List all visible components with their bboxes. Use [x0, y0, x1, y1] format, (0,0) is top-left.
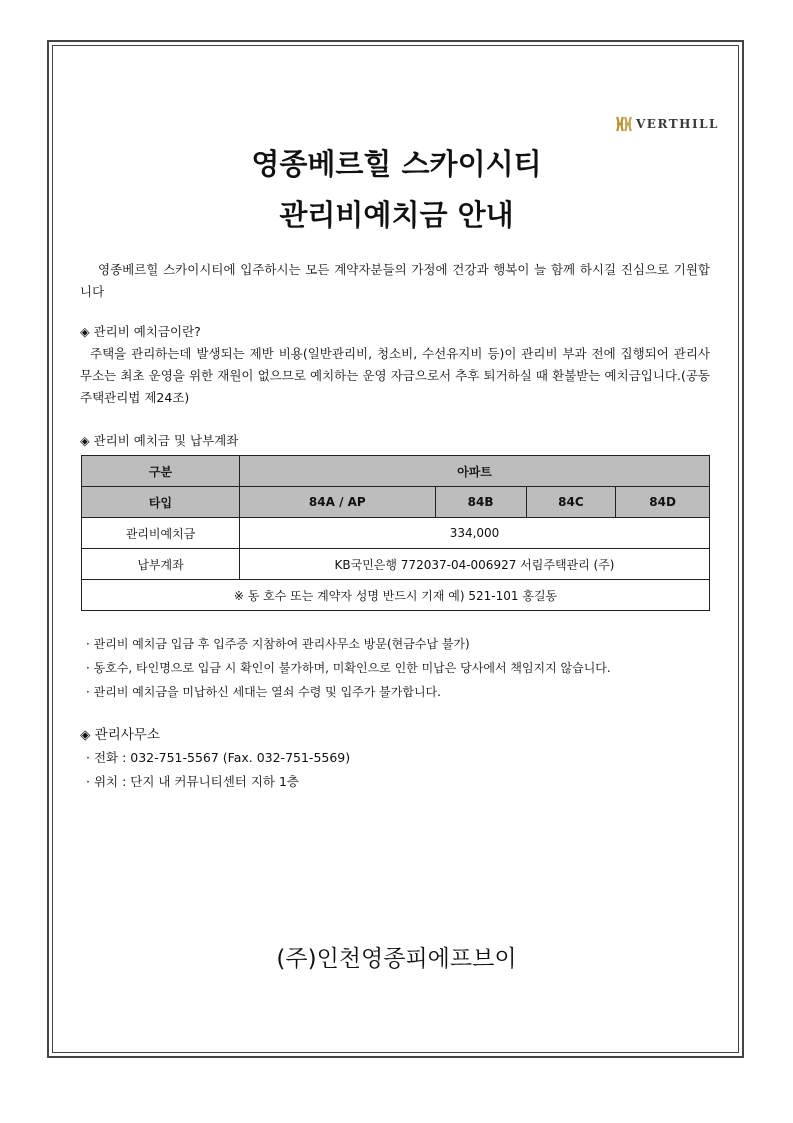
page-title-line1: 영종베르힐 스카이시티	[251, 147, 542, 181]
table-row	[82, 518, 710, 549]
table-row	[82, 549, 710, 580]
table-row	[82, 487, 710, 518]
office-info	[86, 746, 350, 794]
type-cell: 84D	[616, 487, 710, 518]
header-building-cell: 아파트	[240, 456, 710, 487]
type-cell: 84B	[435, 487, 526, 518]
account-label-cell: 납부계좌	[82, 549, 240, 580]
verthill-h-mark-icon	[614, 115, 634, 133]
logo-text: VERTHILL	[636, 117, 719, 131]
type-cell: 84C	[526, 487, 616, 518]
definition-paragraph: 주택을 관리하는데 발생되는 제반 비용(일반관리비, 청소비, 수선유지비 등)이 관리비 부과 전에 집행되어 관리사무소는 최초 운영을 위한 재원이 없으므로 예치하는 운영 자금으로서 추후 퇴거하실 때 환불받는 예치금입니다.(공동주택관리법 제24조)	[80, 346, 710, 405]
page-title-line2: 관리비예치금 안내	[279, 198, 514, 232]
table-note-cell: ※ 동 호수 또는 계약자 성명 반드시 기재 예) 521-101 홍길동	[82, 580, 710, 611]
company-name: (주)인천영종피에프브이	[276, 946, 517, 972]
notes-list	[86, 632, 611, 704]
header-category-cell: 구분	[82, 456, 240, 487]
deposit-label-cell: 관리비예치금	[82, 518, 240, 549]
office-heading: ◈ 관리사무소	[80, 727, 160, 743]
account-cell: KB국민은행 772037-04-006927 서림주택관리 (주)	[240, 549, 710, 580]
list-item: · 동호수, 타인명으로 입금 시 확인이 불가하며, 미확인으로 인한 미납은 당사에서 책임지지 않습니다.	[86, 661, 611, 675]
list-item: · 관리비 예치금을 미납하신 세대는 열쇠 수령 및 입주가 불가합니다.	[86, 685, 441, 699]
office-location: · 위치 : 단지 내 커뮤니티센터 지하 1층	[86, 774, 300, 789]
type-label-cell: 타입	[82, 487, 240, 518]
greeting-paragraph: 영종베르힐 스카이시티에 입주하시는 모든 계약자분들의 가정에 건강과 행복이 늘 함께 하시길 진심으로 기원합니다	[80, 262, 710, 299]
table-row	[82, 580, 710, 611]
type-cell: 84A / AP	[240, 487, 436, 518]
verthill-logo	[614, 115, 719, 133]
table-section-heading: ◈ 관리비 예치금 및 납부계좌	[80, 433, 239, 448]
deposit-amount-cell: 334,000	[240, 518, 710, 549]
office-phone: · 전화 : 032-751-5567 (Fax. 032-751-5569)	[86, 750, 351, 765]
deposit-table	[81, 455, 710, 611]
definition-heading: ◈ 관리비 예치금이란?	[80, 324, 201, 339]
list-item: · 관리비 예치금 입금 후 입주증 지참하여 관리사무소 방문(현금수납 불가)	[86, 637, 470, 651]
table-row	[82, 456, 710, 487]
